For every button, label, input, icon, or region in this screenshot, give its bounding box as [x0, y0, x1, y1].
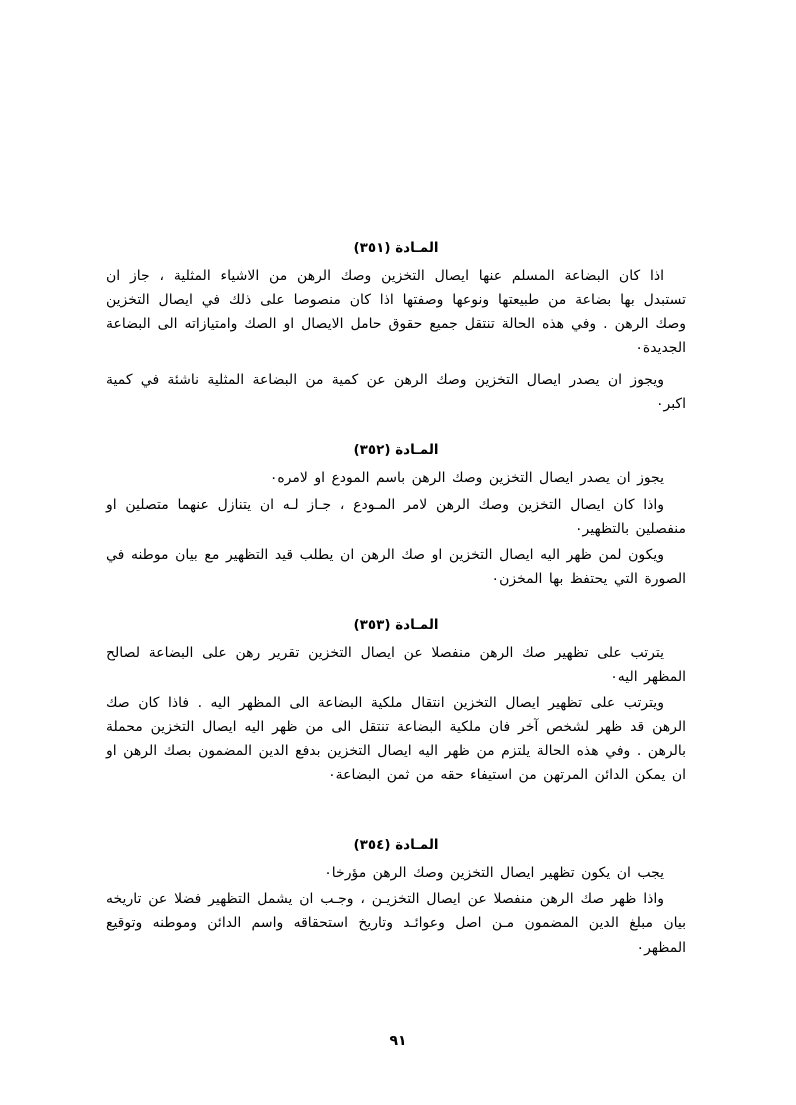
article-heading: المـادة (٣٥٤): [353, 837, 439, 854]
article-heading: المـادة (٣٥١): [353, 240, 439, 256]
article-353: [106, 617, 686, 787]
article-paragraph: يجب ان يكون تظهير ايصال التخزين وصك الرهن مؤرخا٠: [324, 865, 664, 882]
article-heading: المـادة (٣٥٢): [353, 442, 439, 459]
article-paragraph: ويكون لمن ظهر اليه ايصال التخزين او صك الرهن ان يطلب قيد التظهير مع بيان موطنه في الصورة التي يحتفظ بها المخزن٠: [106, 546, 686, 587]
article-paragraph: يجوز ان يصدر ايصال التخزين وصك الرهن باسم المودع او لامره٠: [269, 470, 664, 487]
article-352: [106, 442, 686, 590]
article-paragraph: ويجوز ان يصدر ايصال التخزين وصك الرهن عن كمية من البضاعة المثلية ناشئة في كمية اكبر٠: [106, 372, 686, 413]
article-heading: المـادة (٣٥٣): [353, 616, 439, 633]
article-paragraph: اذا كان البضاعة المسلم عنها ايصال التخزين وصك الرهن من الاشياء المثلية ، جاز ان تستبدل بها بضاعة من طبيعتها ونوعها وصفتها اذا كان منصوصا على ذلك في ايصال التخزين وصك الرهن . وفي هذه الحالة تنتقل جميع حقوق حامل الايصال او الصك وامتيازاته الى البضاعة الجديدة٠: [106, 268, 686, 357]
article-paragraph: واذا كان ايصال التخزين وصك الرهن لامر المـودع ، جـاز لـه ان يتنازل عنهما متصلين او منفصلين بالتظهير٠: [106, 496, 686, 537]
page-number: ٩١: [389, 1033, 407, 1049]
article-paragraph: واذا ظهر صك الرهن منفصلا عن ايصال التخزيـن ، وجـب ان يشمل التظهير فضلا عن تاريخه بيان مبلغ الدين المضمون مـن اصل وعوائـد وتاريخ استحقاقه واسم الدائن وموطنه وتوقيع المظهر٠: [106, 891, 686, 956]
article-354: [106, 837, 686, 959]
article-paragraph: يترتب على تظهير صك الرهن منفصلا عن ايصال التخزين تقرير رهن على البضاعة لصالح المظهر اليه٠: [106, 644, 686, 685]
article-351: [106, 240, 686, 416]
document-body: [106, 240, 686, 960]
section-spacer: [106, 813, 686, 837]
article-paragraph: ويترتب على تظهير ايصال التخزين انتقال ملكية البضاعة الى المظهر اليه . فاذا كان صك الرهن قد ظهر لشخص آخر فان ملكية البضاعة تنتقل الى من ظهر اليه ايصال التخزين محملة بالرهن . وفي هذه الحالة يلتزم من ظهر اليه ايصال التخزين بدفع الدين المضمون بصك الرهن او ان يمكن الدائن المرتهن من استيفاء حقه من ثمن البضاعة٠: [106, 695, 686, 784]
